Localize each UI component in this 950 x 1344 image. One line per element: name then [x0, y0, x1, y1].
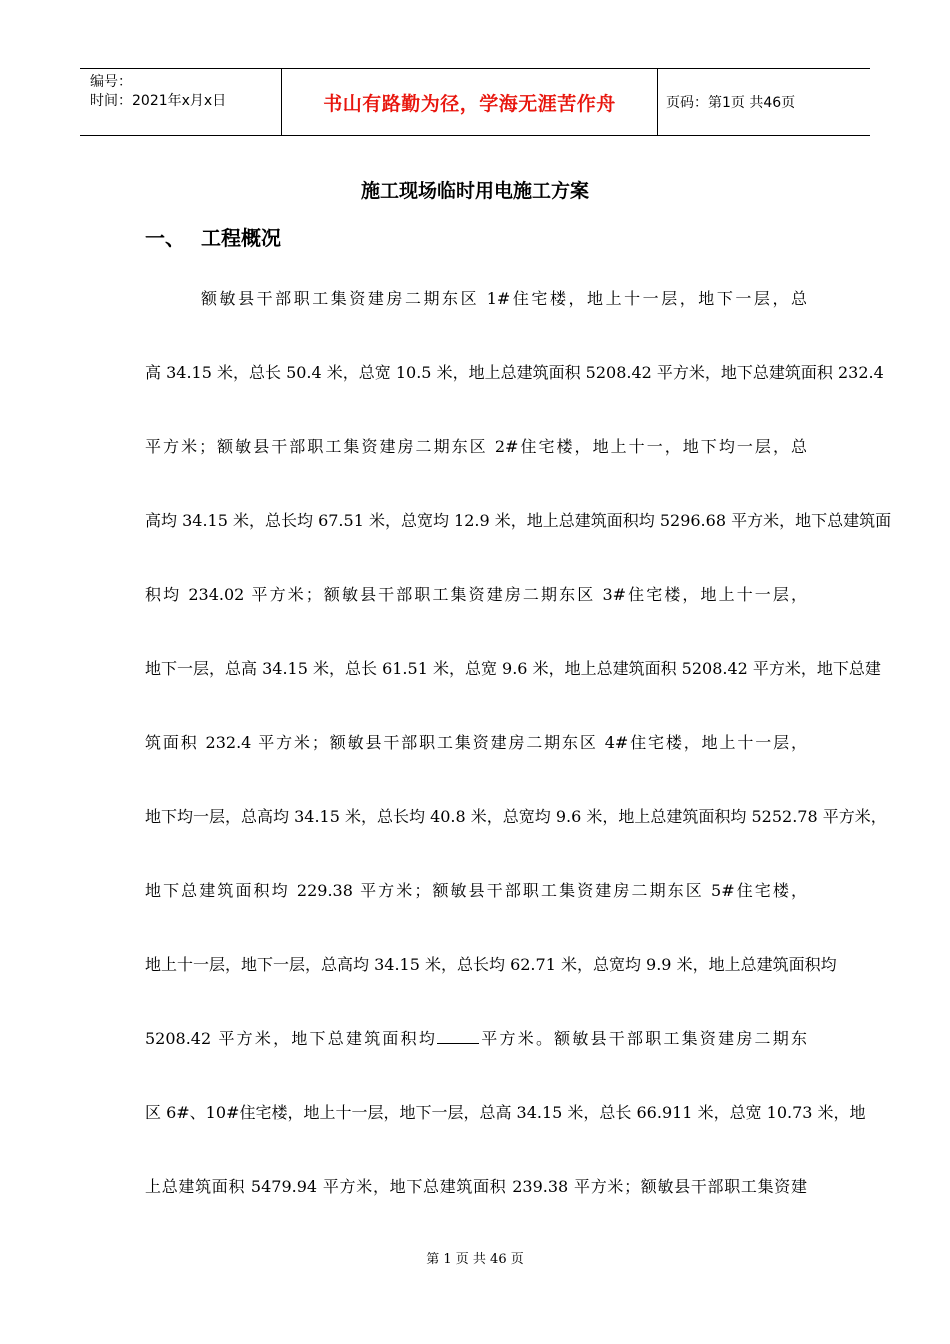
text-line: 区 6#、10#住宅楼，地上十一层，地下一层，总高 34.15 米，总长 66.911 米，总宽 10.73 米，地 [145, 1103, 866, 1122]
document-title: 施工现场临时用电施工方案 [360, 180, 589, 202]
time-label: 时间：2021年x月x日 [90, 93, 227, 109]
text-line: 地下总建筑面积均 229.38 平方米；额敏县干部职工集资建房二期东区 5#住宅楼， [145, 881, 807, 900]
header-page-info: 页码：第1页 共46页 [666, 95, 796, 111]
text-line: 积均 234.02 平方米；额敏县干部职工集资建房二期东区 3#住宅楼，地上十一层， [145, 585, 807, 604]
text-line: 地下一层，总高 34.15 米，总长 61.51 米，总宽 9.6 米，地上总建筑面积 5208.42 平方米，地下总建 [145, 659, 881, 678]
text-line: 高 34.15 米，总长 50.4 米，总宽 10.5 米，地上总建筑面积 5208.42 平方米，地下总建筑面积 232.4 [145, 363, 884, 382]
text-line: 高均 34.15 米，总长均 67.51 米，总宽均 12.9 米，地上总建筑面积均 5296.68 平方米，地下总建筑面 [145, 511, 892, 530]
page-header [80, 68, 870, 136]
page-footer: 第 1 页 共 46 页 [426, 1252, 524, 1267]
text-line: 地下均一层，总高均 34.15 米，总长均 40.8 米，总宽均 9.6 米，地上总建筑面积均 5252.78 平方米， [145, 807, 887, 826]
section-heading [145, 222, 281, 251]
section-number: 一、 [145, 226, 185, 250]
serial-label: 编号： [90, 74, 132, 90]
fill-in-blank [437, 1027, 479, 1044]
text-fragment: 平方米。额敏县干部职工集资建房二期东 [479, 1029, 807, 1048]
text-line: 平方米；额敏县干部职工集资建房二期东区 2#住宅楼，地上十一，地下均一层，总 [145, 437, 807, 456]
text-line: 额敏县干部职工集资建房二期东区 1#住宅楼，地上十一层，地下一层，总 [201, 289, 807, 308]
section-title: 工程概况 [201, 226, 281, 250]
text-line: 上总建筑面积 5479.94 平方米，地下总建筑面积 239.38 平方米；额敏县干部职工集资建 [145, 1177, 807, 1196]
text-line: 筑面积 232.4 平方米；额敏县干部职工集资建房二期东区 4#住宅楼，地上十一层， [145, 733, 807, 752]
header-meta [80, 69, 282, 135]
header-motto: 书山有路勤为径，学海无涯苦作舟 [282, 69, 658, 135]
body-paragraph [145, 262, 892, 1224]
text-fragment: 5208.42 平方米，地下总建筑面积均 [145, 1029, 438, 1048]
text-line-with-blank [145, 1002, 807, 1076]
text-line: 地上十一层，地下一层，总高均 34.15 米，总长均 62.71 米，总宽均 9.9 米，地上总建筑面积均 [145, 955, 837, 974]
